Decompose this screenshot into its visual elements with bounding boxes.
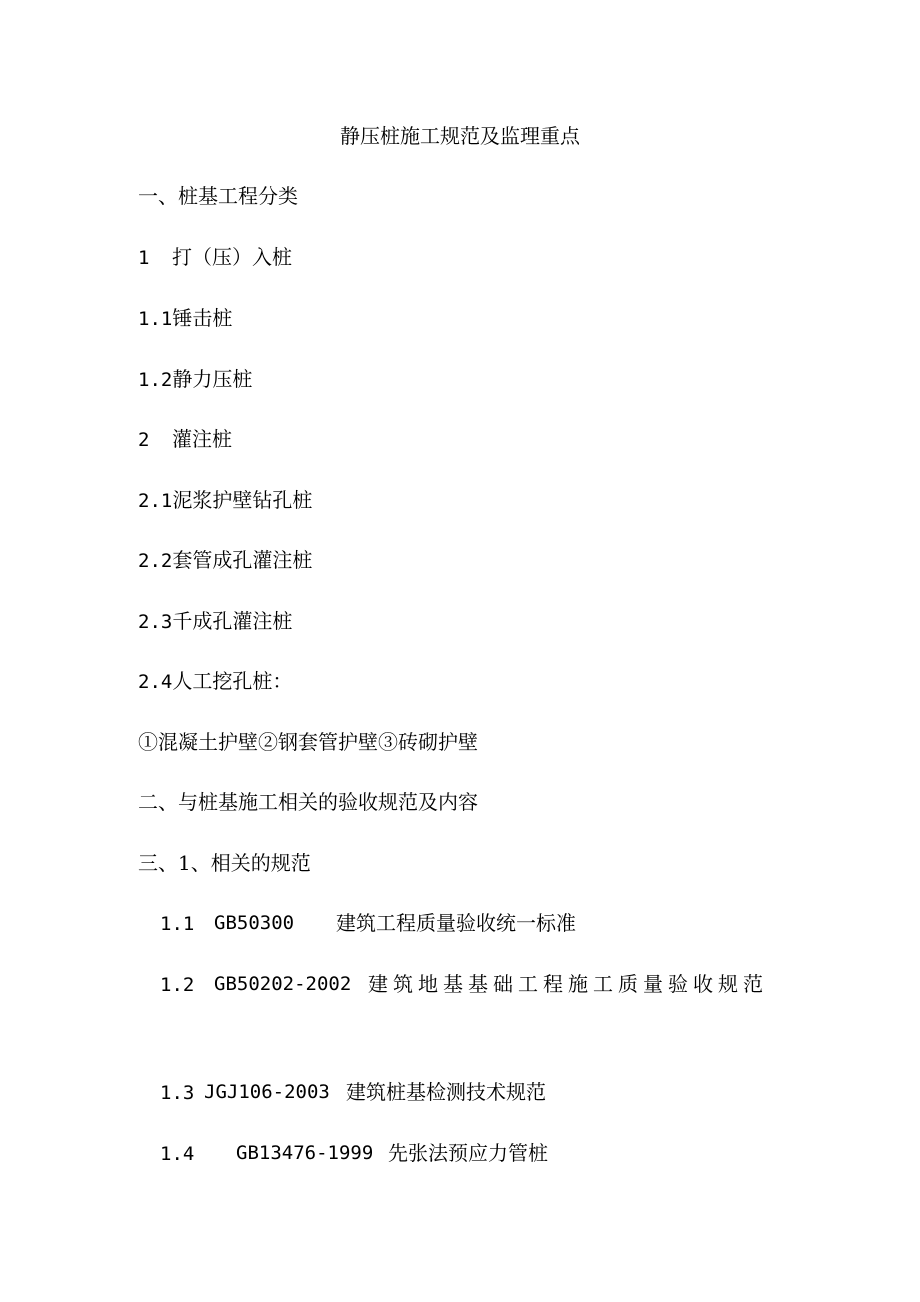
standard-code: JGJ106-2003 bbox=[204, 1081, 330, 1103]
item-number: 1.2 bbox=[138, 369, 173, 391]
standard-code: GB13476-1999 bbox=[236, 1142, 374, 1164]
item-text: 锤击桩 bbox=[172, 306, 233, 330]
wall-types-line: ①混凝土护壁②钢套管护壁③砖砌护壁 bbox=[138, 730, 478, 754]
standard-name: 建筑地基基础工程施工质量验收规范 bbox=[368, 972, 768, 996]
standard-code: GB50300 bbox=[214, 912, 295, 934]
standard-name: 建筑桩基检测技术规范 bbox=[346, 1080, 546, 1104]
list-item-1-2 bbox=[138, 365, 252, 394]
standard-code: GB50202-2002 bbox=[214, 973, 352, 995]
item-text: 千成孔灌注桩 bbox=[172, 609, 293, 633]
list-item-2-3 bbox=[138, 607, 292, 636]
item-number: 2.2 bbox=[138, 550, 173, 572]
list-item-2-1 bbox=[138, 486, 312, 515]
standard-number: 1.2 bbox=[160, 974, 195, 996]
standard-number: 1.3 bbox=[160, 1082, 195, 1104]
list-item-1 bbox=[138, 243, 292, 272]
item-number: 1 bbox=[138, 247, 150, 269]
standard-number: 1.1 bbox=[160, 913, 195, 935]
item-text: 打（压）入桩 bbox=[172, 245, 292, 269]
section-heading-1: 一、桩基工程分类 bbox=[138, 184, 298, 208]
item-text: 灌注桩 bbox=[172, 427, 232, 451]
standard-number: 1.4 bbox=[160, 1143, 195, 1165]
section-heading-2: 二、与桩基施工相关的验收规范及内容 bbox=[138, 790, 478, 814]
standard-name: 建筑工程质量验收统一标准 bbox=[336, 911, 576, 935]
section-heading-3: 三、1、相关的规范 bbox=[138, 851, 311, 875]
standard-row bbox=[160, 909, 576, 938]
item-number: 2.4 bbox=[138, 671, 173, 693]
item-text: 静力压桩 bbox=[172, 367, 253, 391]
item-text: 套管成孔灌注桩 bbox=[172, 548, 313, 572]
item-number: 2.3 bbox=[138, 611, 173, 633]
item-text: 泥浆护壁钻孔桩 bbox=[172, 488, 313, 512]
standard-row bbox=[160, 1139, 548, 1168]
list-item-2 bbox=[138, 425, 232, 454]
item-number: 2.1 bbox=[138, 490, 173, 512]
standard-row bbox=[160, 970, 768, 999]
document-title: 静压桩施工规范及监理重点 bbox=[340, 124, 580, 148]
item-number: 2 bbox=[138, 429, 150, 451]
item-text: 人工挖孔桩： bbox=[172, 669, 293, 693]
standard-name: 先张法预应力管桩 bbox=[388, 1141, 548, 1165]
list-item-1-1 bbox=[138, 304, 232, 333]
list-item-2-2 bbox=[138, 546, 312, 575]
item-number: 1.1 bbox=[138, 308, 173, 330]
list-item-2-4 bbox=[138, 667, 292, 696]
standard-row bbox=[160, 1078, 546, 1107]
